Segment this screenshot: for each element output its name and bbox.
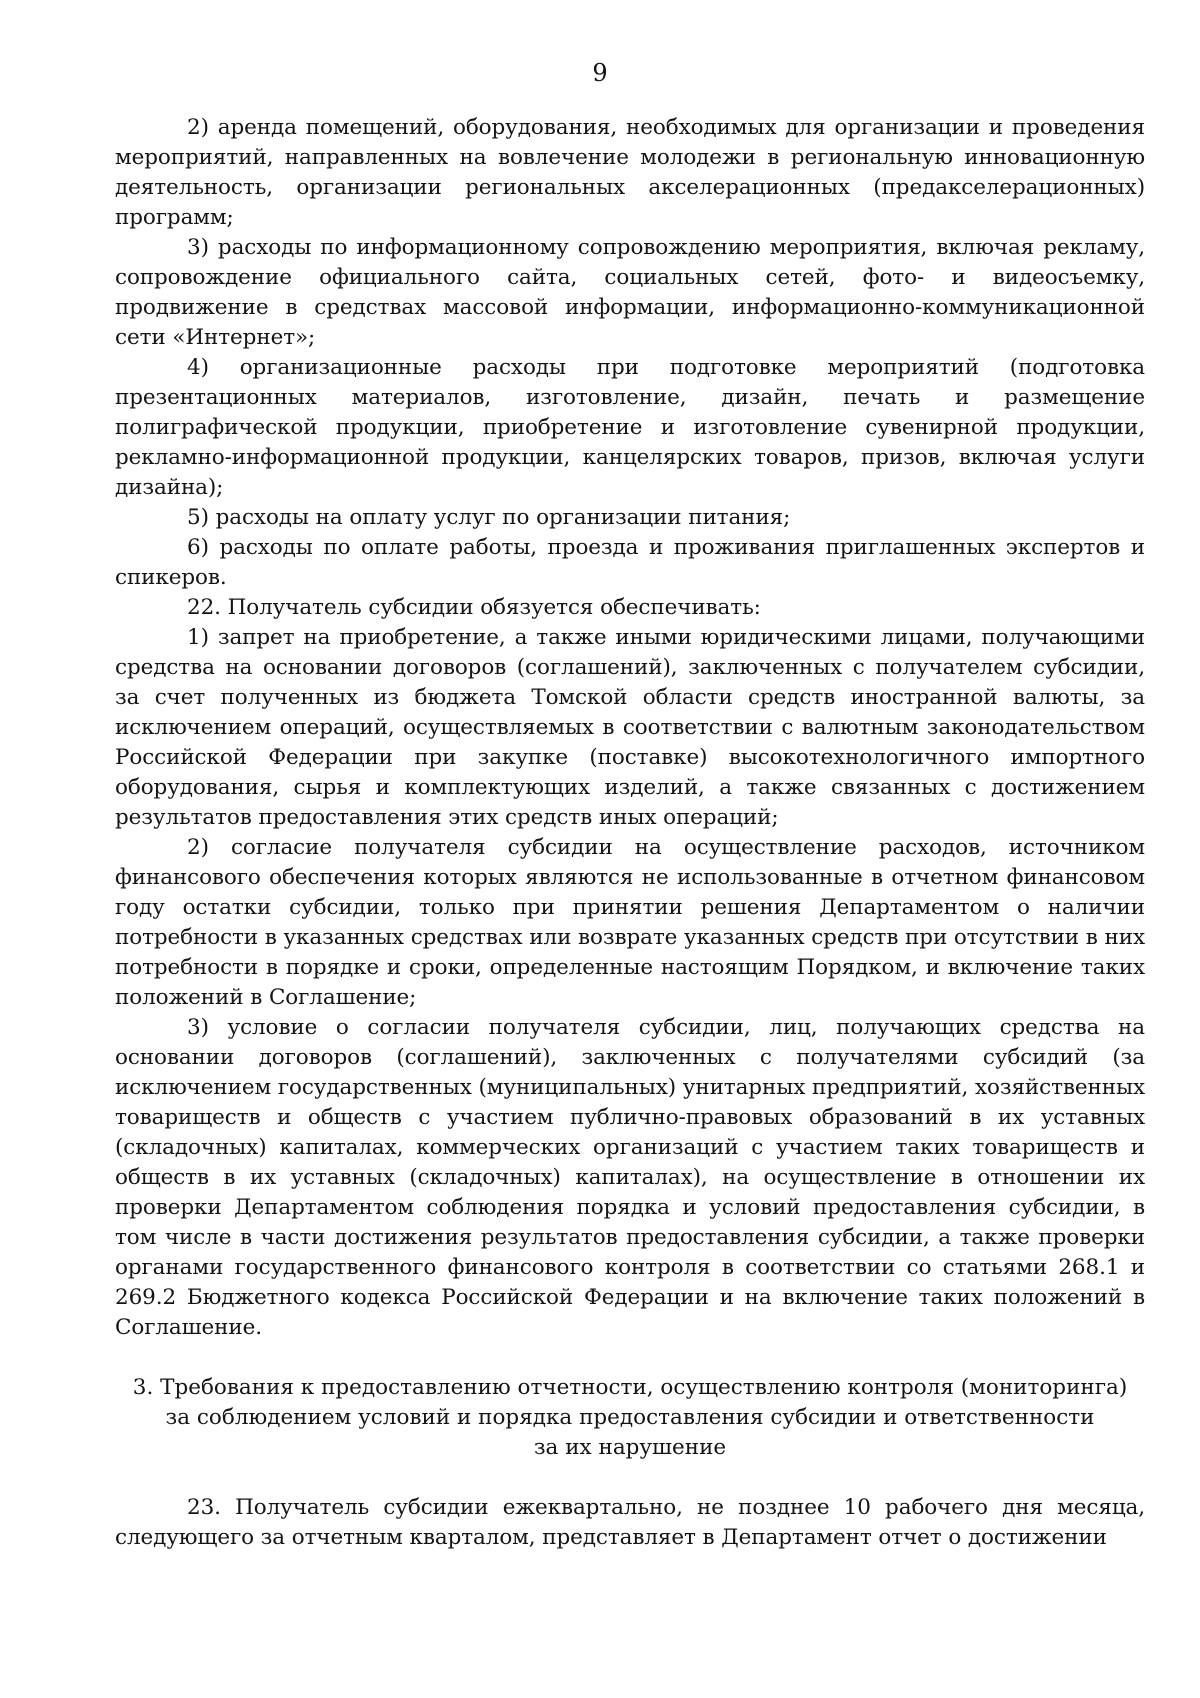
paragraph-clause-22-item-3: 3) условие о согласии получателя субсидии, лиц, получающих средства на основании договоров (соглашений), заключенных с получателями субсидий (за исключением государственных (муниципальных) унитарных предприятий, хозяйственных товариществ и обществ с участием публично-правовых образований в их уставных (складочных) капиталах, коммерческих организаций с участием таких товариществ и обществ в их уставных (складочных) капиталах), на осуществление в отношении их проверки Департаментом соблюдения порядка и условий предоставления субсидии, в том числе в части достижения результатов предоставления субсидии, а также проверки органами государственного финансового контроля в соответствии со статьями 268.1 и 269.2 Бюджетного кодекса Российской Федерации и на включение таких положений в Соглашение. bbox=[115, 1015, 1145, 1340]
page-number: 9 bbox=[592, 59, 608, 87]
paragraph-item-2: 2) аренда помещений, оборудования, необходимых для организации и проведения мероприятий, направленных на вовлечение молодежи в региональную инновационную деятельность, организации региональных акселерационных (предакселерационных) программ; bbox=[115, 115, 1145, 230]
paragraph-clause-22-item-2: 2) согласие получателя субсидии на осуществление расходов, источником финансового обеспечения которых являются не использованные в отчетном финансовом году остатки субсидии, только при принятии решения Департаментом о наличии потребности в указанных средствах или возврате указанных средств при отсутствии в них потребности в порядке и сроки, определенные настоящим Порядком, и включение таких положений в Соглашение; bbox=[115, 835, 1145, 1010]
paragraph-clause-23: 23. Получатель субсидии ежеквартально, не позднее 10 рабочего дня месяца, следующего за отчетным кварталом, представляет в Департамент отчет о достижении bbox=[115, 1495, 1145, 1550]
document-body bbox=[115, 113, 1145, 1553]
section-heading-line: за их нарушение bbox=[533, 1435, 727, 1460]
section-heading bbox=[115, 1373, 1145, 1463]
paragraph-item-3: 3) расходы по информационному сопровождению мероприятия, включая рекламу, сопровождение официального сайта, социальных сетей, фото- и видеосъемку, продвижение в средствах массовой информации, информационно-коммуникационной сети «Интернет»; bbox=[115, 235, 1145, 350]
section-heading-line: за соблюдением условий и порядка предоставления субсидии и ответственности bbox=[165, 1405, 1095, 1430]
section-heading-line: 3. Требования к предоставлению отчетности, осуществлению контроля (мониторинга) bbox=[132, 1375, 1128, 1400]
paragraph-item-4: 4) организационные расходы при подготовке мероприятий (подготовка презентационных материалов, изготовление, дизайн, печать и размещение полиграфической продукции, приобретение и изготовление сувенирной продукции, рекламно-информационной продукции, канцелярских товаров, призов, включая услуги дизайна); bbox=[115, 355, 1145, 500]
paragraph-clause-22-item-1: 1) запрет на приобретение, а также иными юридическими лицами, получающими средства на основании договоров (соглашений), заключенных с получателем субсидии, за счет полученных из бюджета Томской области средств иностранной валюты, за исключением операций, осуществляемых в соответствии с валютным законодательством Российской Федерации при закупке (поставке) высокотехнологичного импортного оборудования, сырья и комплектующих изделий, а также связанных с достижением результатов предоставления этих средств иных операций; bbox=[115, 625, 1145, 830]
paragraph-item-6: 6) расходы по оплате работы, проезда и проживания приглашенных экспертов и спикеров. bbox=[115, 535, 1145, 590]
paragraph-item-5: 5) расходы на оплату услуг по организации питания; bbox=[187, 505, 791, 530]
paragraph-clause-22: 22. Получатель субсидии обязуется обеспечивать: bbox=[187, 595, 761, 620]
